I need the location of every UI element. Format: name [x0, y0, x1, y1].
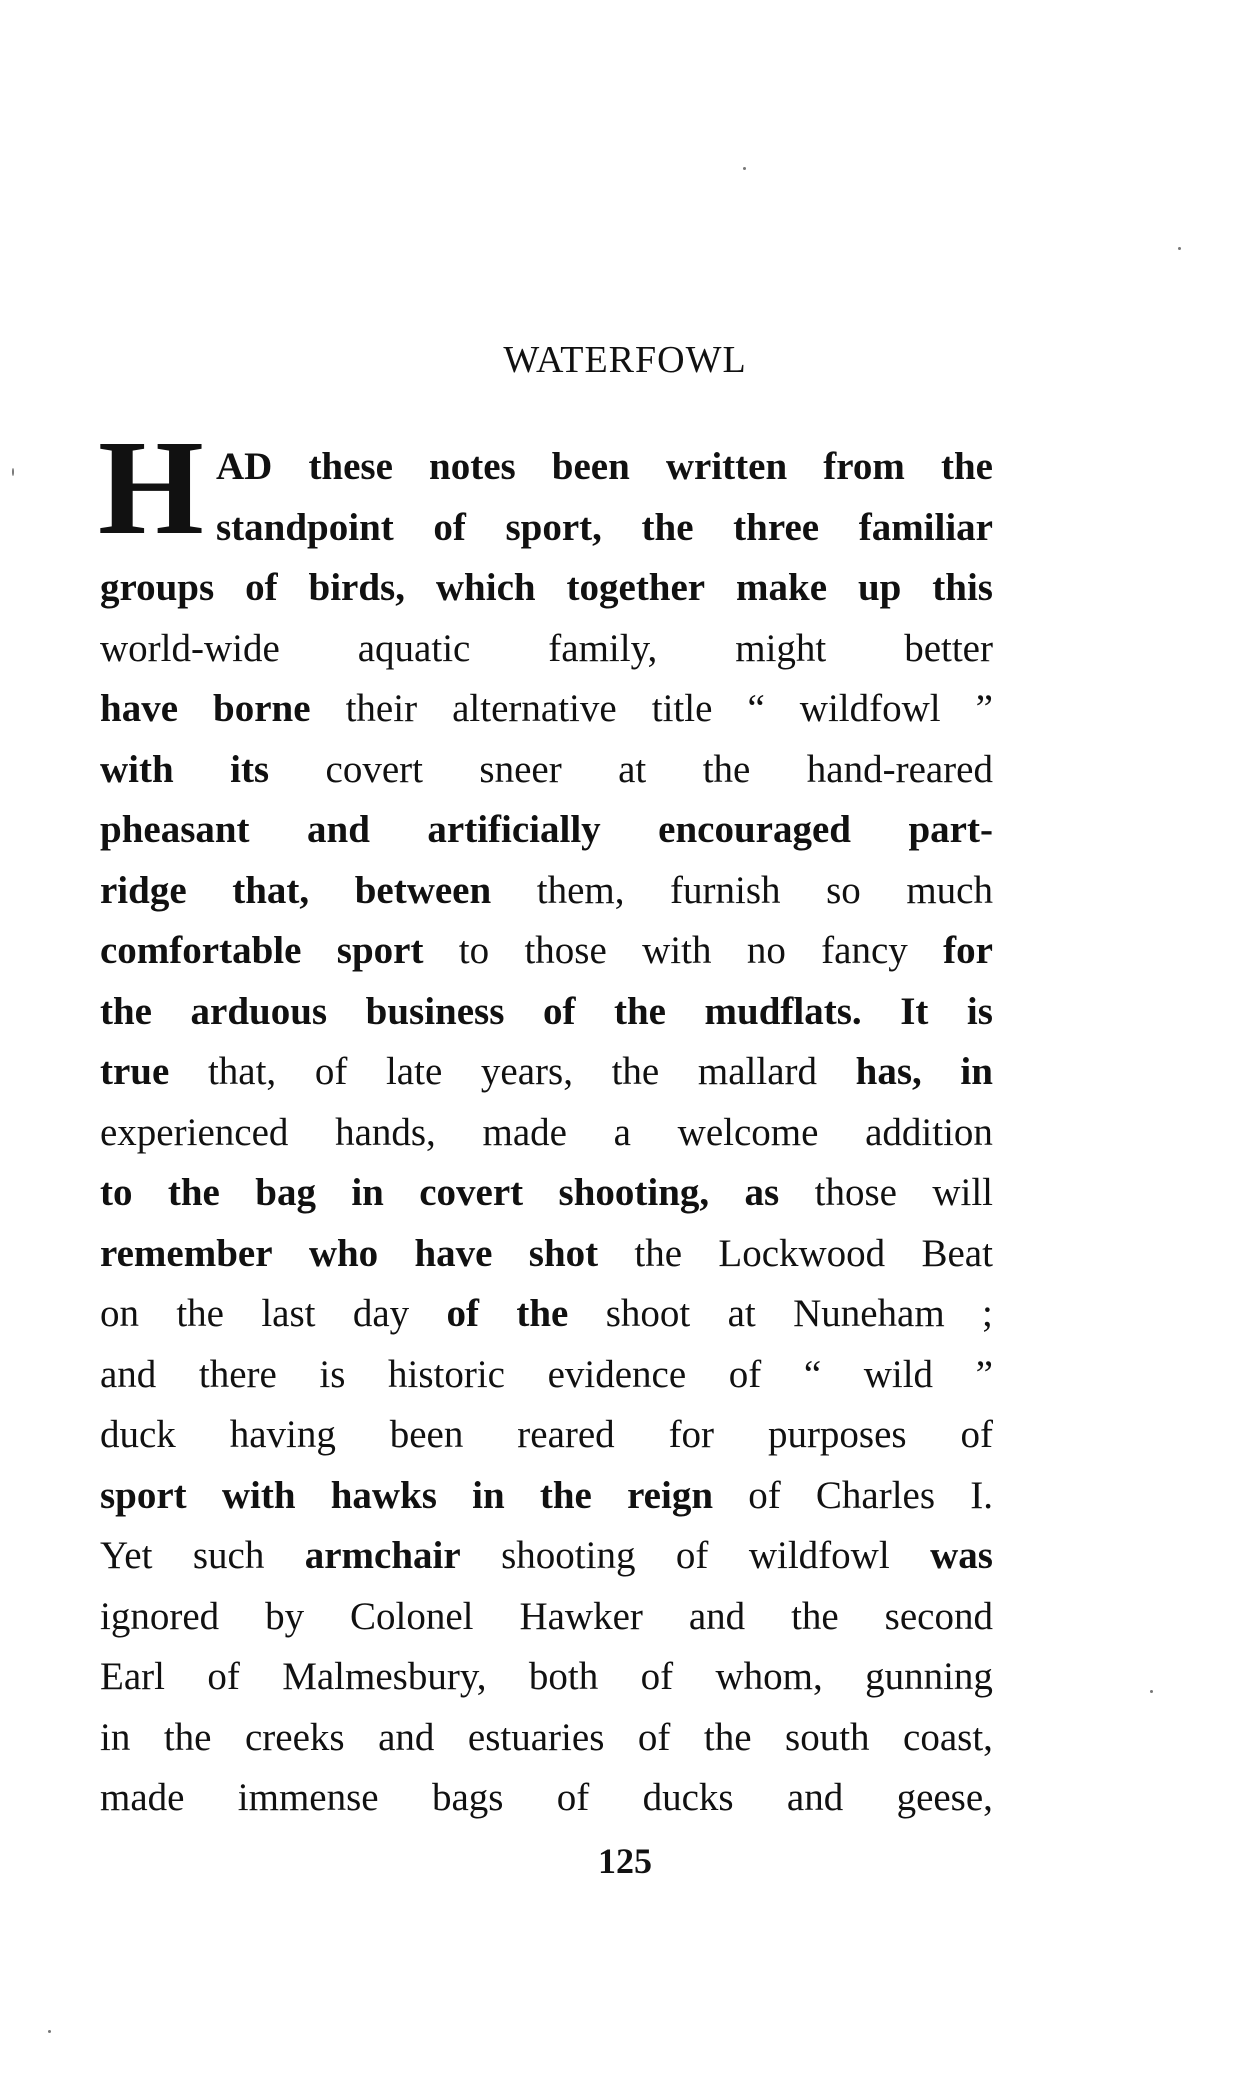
word: Beat — [921, 1231, 993, 1275]
word: of — [245, 566, 278, 609]
word: have — [414, 1231, 493, 1275]
word: for — [943, 929, 993, 972]
word: ; — [982, 1292, 993, 1335]
word: “ — [747, 687, 765, 730]
word: the — [100, 989, 152, 1033]
word: covert — [419, 1171, 524, 1214]
word: mudflats. — [704, 989, 862, 1033]
text-line — [216, 498, 993, 559]
word: at — [727, 1292, 756, 1335]
word: second — [884, 1594, 993, 1638]
word: ducks — [642, 1776, 734, 1819]
word: this — [932, 566, 993, 609]
word: of — [748, 1473, 781, 1517]
word: who — [308, 1231, 379, 1275]
text-line — [100, 921, 993, 982]
word: Lockwood — [718, 1231, 886, 1275]
word: the — [539, 1473, 592, 1517]
body-text — [100, 437, 993, 1829]
word: ignored — [100, 1594, 220, 1638]
text-line — [100, 800, 993, 861]
word: is — [966, 989, 993, 1033]
text-line — [100, 1587, 993, 1648]
word: their — [345, 687, 418, 730]
word: and — [307, 808, 370, 851]
text-line — [100, 558, 993, 619]
word: arduous — [190, 989, 328, 1033]
word: its — [230, 747, 270, 791]
word: estuaries — [467, 1715, 605, 1759]
word: and — [378, 1715, 435, 1759]
word: of — [675, 1534, 709, 1577]
word: shooting, — [558, 1171, 710, 1214]
word: notes — [429, 445, 516, 488]
word: business — [365, 989, 505, 1033]
word: family, — [548, 626, 658, 670]
word: Earl — [100, 1655, 165, 1698]
text-line — [216, 437, 993, 498]
word: of — [640, 1655, 674, 1698]
word: the — [940, 445, 993, 488]
word: shoot — [605, 1292, 691, 1335]
text-line — [100, 1647, 993, 1708]
text-line — [100, 619, 993, 680]
word: by — [265, 1594, 305, 1638]
word: sport — [100, 1473, 187, 1517]
word: to — [100, 1171, 133, 1214]
word: ridge — [100, 868, 187, 912]
word: part- — [908, 808, 993, 851]
word: that, — [207, 1050, 277, 1093]
word: experienced — [100, 1110, 289, 1154]
text-line — [100, 982, 993, 1043]
word: coast, — [903, 1715, 993, 1759]
word: as — [744, 1171, 780, 1214]
word: “ — [803, 1352, 822, 1396]
word: creeks — [245, 1715, 345, 1759]
word: of — [556, 1776, 590, 1819]
word: will — [932, 1171, 993, 1214]
word: such — [192, 1534, 265, 1577]
word: in — [960, 1050, 993, 1093]
text-line — [100, 1405, 993, 1466]
word: of — [314, 1050, 348, 1093]
word: three — [733, 505, 820, 549]
word: the — [163, 1715, 212, 1759]
word: of — [542, 989, 576, 1033]
word: together — [566, 566, 706, 609]
word: having — [229, 1413, 336, 1456]
word: these — [308, 445, 393, 488]
word: to — [458, 929, 490, 972]
scan-speck — [743, 167, 746, 170]
word: written — [665, 445, 788, 488]
word: hands, — [335, 1110, 436, 1154]
word: both — [528, 1655, 599, 1698]
word: in — [472, 1473, 505, 1517]
word: of — [637, 1715, 671, 1759]
word: remember — [100, 1231, 273, 1275]
word: day — [352, 1292, 410, 1335]
word: the — [703, 1715, 752, 1759]
word: welcome — [677, 1110, 819, 1154]
word: addition — [865, 1110, 993, 1154]
text-line — [100, 1708, 993, 1769]
word: immense — [237, 1776, 379, 1819]
word: which — [435, 566, 536, 609]
word: south — [785, 1715, 870, 1759]
word: late — [385, 1050, 443, 1093]
word: on — [100, 1292, 139, 1335]
word: sport — [336, 929, 424, 972]
word: ” — [975, 1352, 993, 1396]
word: the — [176, 1292, 224, 1335]
word: wild — [863, 1352, 934, 1396]
text-line — [100, 1768, 993, 1829]
word: sneer — [479, 747, 562, 791]
word: Yet — [100, 1534, 153, 1577]
drop-cap: H — [98, 413, 204, 563]
word: reign — [627, 1473, 714, 1517]
word: that, — [232, 868, 310, 912]
word: world-wide — [100, 626, 280, 670]
word: the — [167, 1171, 220, 1214]
text-line — [100, 1103, 993, 1164]
word: encouraged — [658, 808, 851, 851]
word: covert — [325, 747, 423, 791]
word: It — [900, 989, 929, 1033]
chapter-title: WATERFOWL — [503, 339, 747, 381]
word: so — [826, 868, 861, 912]
text-line — [100, 679, 993, 740]
scan-speck — [48, 2030, 51, 2033]
word: wildfowl — [799, 687, 941, 730]
word: Charles — [815, 1473, 936, 1517]
word: alternative — [452, 687, 617, 730]
word: evidence — [547, 1352, 687, 1396]
word: a — [613, 1110, 631, 1154]
word: much — [906, 868, 993, 912]
text-line — [100, 1163, 993, 1224]
text-line — [100, 1466, 993, 1527]
word: has, — [855, 1050, 922, 1093]
word: the — [641, 505, 694, 549]
word: between — [354, 868, 492, 912]
word: have — [100, 687, 178, 730]
text-line — [100, 1284, 993, 1345]
word: of — [728, 1352, 762, 1396]
word: made — [100, 1776, 185, 1819]
word: been — [389, 1413, 464, 1456]
word: and — [786, 1776, 844, 1819]
word: the — [611, 1050, 660, 1093]
word: those — [524, 929, 607, 972]
word: mallard — [697, 1050, 818, 1093]
text-line — [100, 1224, 993, 1285]
word: armchair — [304, 1534, 461, 1577]
word: the — [791, 1594, 839, 1638]
word: Colonel — [350, 1594, 474, 1638]
word: up — [857, 566, 902, 609]
word: aquatic — [357, 626, 471, 670]
word: shot — [528, 1231, 599, 1275]
word: hawks — [330, 1473, 437, 1517]
word: groups — [100, 566, 215, 609]
word: those — [814, 1171, 897, 1214]
text-line — [100, 1345, 993, 1406]
word: is — [319, 1352, 346, 1396]
word: borne — [213, 687, 311, 730]
word: familiar — [858, 505, 993, 549]
word: from — [823, 445, 905, 488]
word: the — [702, 747, 751, 791]
page-number: 125 — [598, 1841, 652, 1881]
word: at — [618, 747, 647, 791]
scan-speck — [1150, 1690, 1153, 1693]
word: of — [960, 1413, 993, 1456]
word: Nuneham — [793, 1292, 945, 1335]
word: with — [642, 929, 712, 972]
word: them, — [536, 868, 625, 912]
word: I. — [970, 1473, 993, 1517]
text-line — [100, 1042, 993, 1103]
word: was — [930, 1534, 993, 1577]
word: with — [100, 747, 174, 791]
word: of — [446, 1292, 480, 1335]
word: pheasant — [100, 808, 250, 851]
word: of — [433, 505, 466, 549]
word: fancy — [821, 929, 908, 972]
word: sport, — [505, 505, 602, 549]
word: comfortable — [100, 929, 302, 972]
word: might — [735, 626, 827, 670]
word: there — [198, 1352, 277, 1396]
word: hand-reared — [806, 747, 993, 791]
word: gunning — [865, 1655, 993, 1698]
word: purposes — [767, 1413, 907, 1456]
scan-speck — [1178, 247, 1181, 250]
word: the — [614, 989, 666, 1033]
word: artificially — [427, 808, 601, 851]
text-line — [100, 740, 993, 801]
word: reared — [517, 1413, 615, 1456]
word: and — [100, 1352, 157, 1396]
word: wildfowl — [748, 1534, 890, 1577]
word: shooting — [501, 1534, 636, 1577]
word: last — [261, 1292, 316, 1335]
word: true — [100, 1050, 170, 1093]
word: Malmesbury, — [282, 1655, 487, 1698]
word: been — [551, 445, 630, 488]
word: for — [668, 1413, 715, 1456]
word: title — [651, 687, 713, 730]
text-line — [100, 861, 993, 922]
word: in — [100, 1715, 131, 1759]
word: the — [634, 1231, 683, 1275]
word: furnish — [670, 868, 781, 912]
word: made — [482, 1110, 567, 1154]
word: the — [516, 1292, 569, 1335]
word: AD — [216, 445, 273, 488]
word: bags — [431, 1776, 504, 1819]
word: make — [736, 566, 828, 609]
word: duck — [100, 1413, 176, 1456]
word: of — [207, 1655, 240, 1698]
scan-speck — [12, 468, 14, 476]
word: whom, — [715, 1655, 823, 1698]
word: birds, — [308, 566, 405, 609]
text-line — [100, 1526, 993, 1587]
word: years, — [480, 1050, 573, 1093]
word: ” — [975, 687, 993, 730]
word: no — [746, 929, 786, 972]
word: in — [351, 1171, 384, 1214]
word: bag — [255, 1171, 316, 1214]
word: and — [688, 1594, 746, 1638]
word: historic — [388, 1352, 505, 1396]
word: with — [221, 1473, 296, 1517]
word: Hawker — [519, 1594, 643, 1638]
word: geese, — [896, 1776, 993, 1819]
word: standpoint — [216, 505, 394, 549]
word: better — [904, 626, 993, 670]
